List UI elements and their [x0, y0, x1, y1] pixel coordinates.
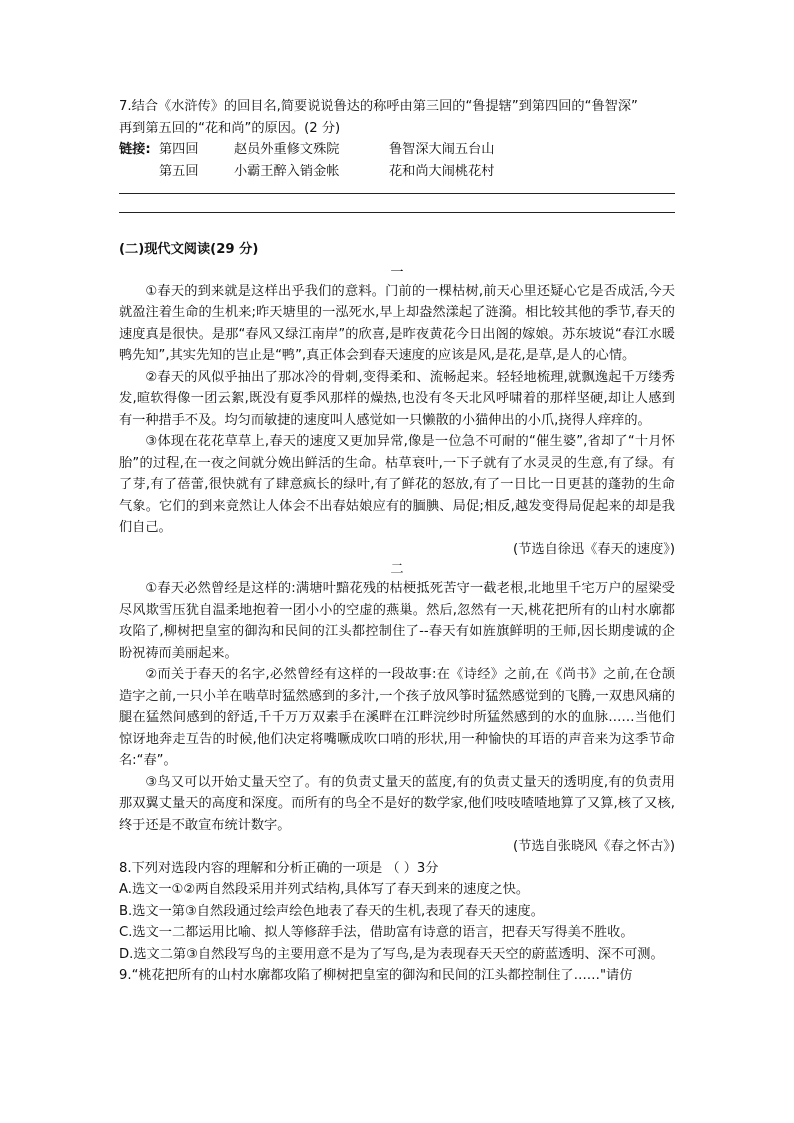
chapter-title-a: 赵员外重修文殊院 — [234, 142, 340, 157]
q8-option-c: C.选文一二都运用比喻、拟人等修辞手法，借助富有诗意的语言，把春天写得美不胜收。 — [119, 925, 634, 940]
passage-2-paragraph-1: ①春天必然曾经是这样的:满塘叶黯花残的枯梗抵死苦守一截老根,北地里千宅万户的屋梁受尽风欺雪压犹自温柔地抱着一团小小的空虚的燕巢。然后,忽然有一天,桃花把所有的山村水廓都攻陷了,柳树把皇室的御沟和民间的江头都控制住了--春天有如旌旗鲜明的王师,因长期虔诚的企盼祝祷而美丽起来。 — [119, 581, 675, 661]
q7-text-line-2: 再到第五回的“花和尚”的原因。(2 分) — [119, 120, 341, 136]
link-label: 链接: — [119, 142, 151, 157]
q8-option-b: B.选文一第③自然段通过绘声绘色地表了春天的生机,表现了春天的速度。 — [119, 903, 544, 919]
q7-link-row-1 — [119, 139, 675, 161]
chapter-number: 第五回 — [159, 163, 199, 179]
passage-2-number: 二 — [390, 562, 404, 577]
q8-option-d: D.选文二第③自然段写鸟的主要用意不是为了写鸟,是为表现春天天空的蔚蓝透明、深不可测。 — [119, 946, 664, 962]
chapter-number: 第四回 — [159, 142, 199, 157]
q7-link-row-2 — [119, 161, 675, 183]
passage-1-number: 一 — [390, 264, 404, 280]
exam-page — [119, 96, 675, 987]
q7-text-line-1: 7.结合《水浒传》的回目名,简要说说鲁达的称呼由第三回的“鲁提辖”到第四回的“鲁智深” — [119, 99, 638, 114]
question-9-text: 9.“桃花把所有的山村水廓都攻陷了柳树把皇室的御沟和民间的江头都控制住了……"请仿 — [119, 968, 633, 983]
passage-1-paragraph-1: ①春天的到来就是这样出乎我们的意料。门前的一棵枯树,前天心里还疑心它是否成活,今天就盈注着生命的生机来;昨天塘里的一泓死水,早上却盎然漾起了涟漪。相比较其他的季节,春天的速度真是很快。是那“春风又绿江南岸”的欣喜,是昨夜黄花今日出阁的嫁娘。苏东坡说“春江水暖鸭先知”,其实先知的岂止是“鸭”,真正体会到春天速度的应该是风,是花,是草,是人的心情。 — [119, 283, 675, 363]
question-8 — [119, 858, 675, 966]
passage-2-paragraph-2: ②而关于春天的名字,必然曾经有这样的一段故事:在《诗经》之前,在《尚书》之前,在仓颉造字之前,一只小羊在啮草时猛然感到的多汁,一个孩子放风筝时猛然感觉到的飞腾,一双患风痛的腿在猛然间感到的舒适,千千万万双素手在溪畔在江畔浣纱时所猛然感到的水的血脉……当他们惊讶地奔走互告的时候,他们决定将嘴噘成吹口哨的形状,用一种愉快的耳语的声音来为这季节命名:“春”。 — [119, 667, 675, 768]
chapter-title-a: 小霸王醉入销金帐 — [234, 163, 340, 179]
section-heading: (二)现代文阅读(29 分) — [119, 242, 259, 257]
answer-line — [119, 193, 675, 194]
passage-2-paragraph-3: ③鸟又可以开始丈量天空了。有的负责丈量天的蓝度,有的负责丈量天的透明度,有的负责用那双翼丈量天的高度和深度。而所有的鸟全不是好的数学家,他们吱吱喳喳地算了又算,核了又核,终于还是不敢宣布统计数字。 — [119, 774, 675, 833]
chapter-title-b: 鲁智深大闹五台山 — [389, 142, 495, 157]
answer-line — [119, 212, 675, 213]
chapter-title-b: 花和尚大闹桃花村 — [389, 163, 495, 179]
passage-1-source: (节选自徐迅《春天的速度》) — [513, 541, 675, 557]
q8-stem: 8.下列对选段内容的理解和分析正确的一项是 （ ）3分 — [119, 860, 439, 876]
q8-option-a: A.选文一①②两自然段采用并列式结构,具体写了春天到来的速度之快。 — [119, 882, 530, 897]
passage-1-paragraph-3: ③体现在花花草草上,春天的速度又更加异常,像是一位急不可耐的“催生婆”,省却了“十月怀胎”的过程,在一夜之间就分娩出鲜活的生命。枯草衰叶,一下子就有了水灵灵的生意,有了绿。有了芽,有了蓓蕾,很快就有了肆意疯长的绿叶,有了鲜花的怒放,有了一日比一日更甚的蓬勃的生命气象。它们的到来竟然让人体会不出春姑娘应有的腼腆、局促;相反,越发变得局促起来的却是我们自己。 — [119, 434, 675, 535]
question-7 — [119, 96, 675, 213]
passage-2-source: (节选自张晓风《春之怀古》) — [513, 839, 675, 854]
passage-1-paragraph-2: ②春天的风似乎抽出了那冰冷的骨刺,变得柔和、流畅起来。轻轻地梳理,就飘逸起千万缕秀发,暄软得像一团云絮,既没有夏季风那样的燥热,也没有冬天北风呼啸着的那样坚硬,却让人感到有一种措手不及。均匀而敏捷的速度叫人感觉如一只懒散的小猫伸出的小爪,挠得人痒痒的。 — [119, 369, 675, 428]
